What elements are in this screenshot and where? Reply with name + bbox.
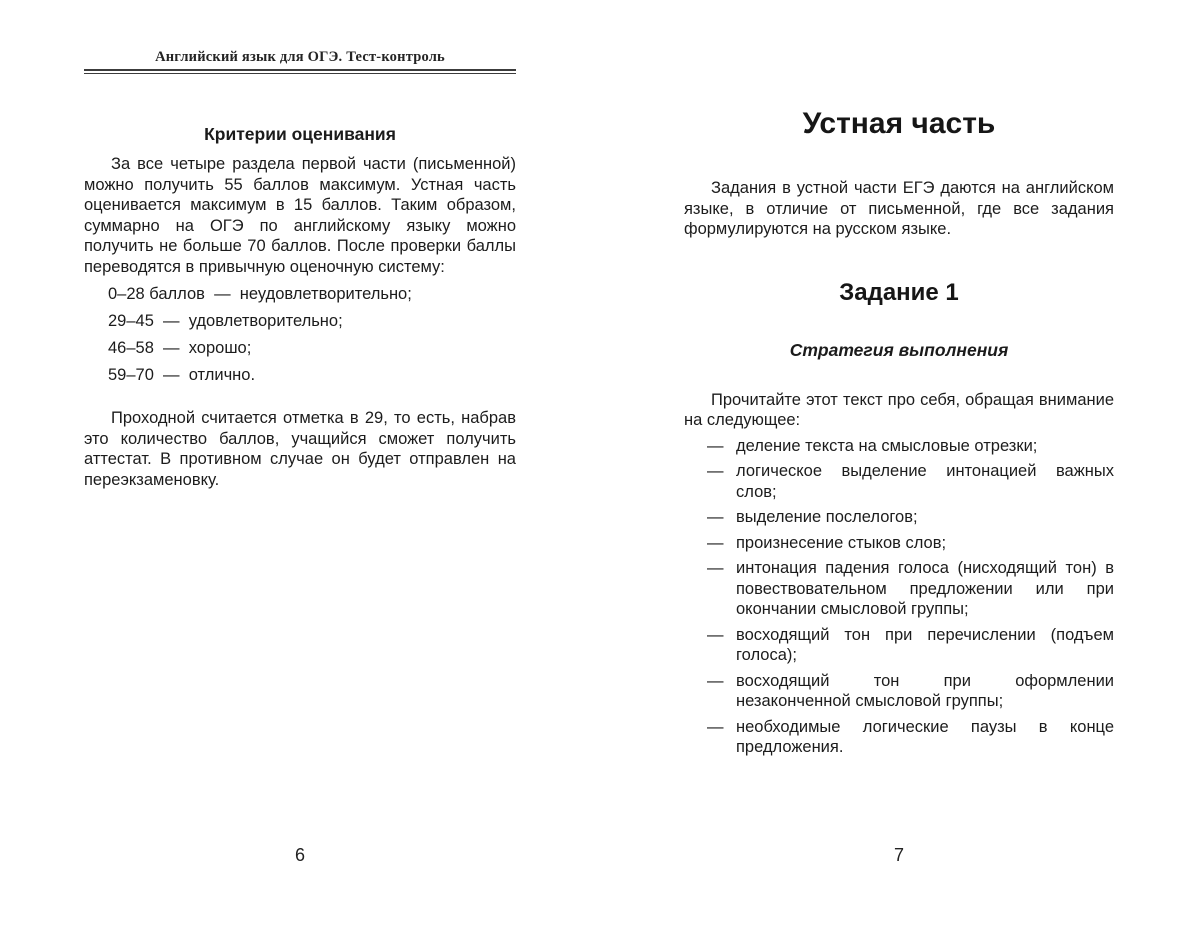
task-heading: Задание 1 — [839, 278, 959, 306]
list-item — [684, 507, 1114, 528]
list-item-text: деление текста на смысловые отрезки; — [736, 436, 1038, 455]
dash-bullet: — — [707, 625, 724, 644]
grade-item: 0–28 баллов — неудовлетворительно; — [108, 285, 412, 303]
list-item — [684, 436, 1114, 457]
dash-bullet: — — [707, 671, 724, 690]
page-number-right: 7 — [893, 845, 904, 865]
grade-item: 59–70 — отлично. — [108, 366, 256, 384]
page-number-left: 6 — [294, 845, 305, 865]
list-item — [684, 558, 1114, 620]
dash-bullet: — — [707, 462, 724, 480]
list-item — [684, 533, 1114, 554]
criteria-paragraph: За все четыре раздела первой части (письменной) можно получить 55 баллов максимум. Устная часть оценивается максимум в 15 баллов. Таким образом, суммарно на ОГЭ по английскому языку можно получить не больше 70 баллов. После проверки баллы переводятся в привычную оценочную систему: — [84, 155, 516, 276]
list-item-text: восходящий тон при перечислении (подъем голоса); — [736, 625, 1114, 664]
section-heading: Критерии оценивания — [204, 124, 396, 144]
strategy-heading: Стратегия выполнения — [789, 339, 1009, 360]
header-rule — [84, 69, 516, 74]
list-item — [684, 671, 1114, 712]
list-item-text: восходящий тон при оформлении незаконченной смысловой группы; — [736, 671, 1114, 710]
running-head: Английский язык для ОГЭ. Тест-контроль — [155, 49, 445, 65]
grade-item: 29–45 — удовлетворительно; — [108, 312, 343, 330]
page-left — [84, 0, 516, 937]
list-item-text: логическое выделение интонацией важных слов; — [736, 462, 1114, 501]
list-item — [684, 717, 1114, 758]
dash-bullet: — — [707, 533, 724, 552]
running-head-block — [84, 49, 516, 74]
passing-score-paragraph: Проходной считается отметка в 29, то есть, набрав это количество баллов, учащийся сможет получить аттестат. В противном случае он будет отправлен на переэкзаменовку. — [84, 409, 516, 489]
list-item-text: выделение послелогов; — [736, 508, 918, 526]
grade-scale-list — [108, 284, 516, 386]
dash-bullet: — — [707, 436, 724, 455]
list-item-text: необходимые логические паузы в конце предложения. — [736, 717, 1114, 756]
list-item — [684, 461, 1114, 502]
dash-bullet: — — [707, 508, 724, 526]
list-item-text: интонация падения голоса (нисходящий тон) в повествовательном предложении или при окончании смысловой группы; — [736, 559, 1114, 618]
grade-item: 46–58 — хорошо; — [108, 339, 252, 357]
list-item-text: произнесение стыков слов; — [736, 533, 947, 552]
list-intro-paragraph: Прочитайте этот текст про себя, обращая внимание на следующее: — [684, 390, 1114, 429]
strategy-list — [684, 436, 1114, 758]
list-item — [684, 625, 1114, 666]
dash-bullet: — — [707, 717, 724, 736]
page-right — [684, 0, 1114, 937]
chapter-title: Устная часть — [802, 107, 996, 140]
dash-bullet: — — [707, 559, 724, 577]
intro-paragraph: Задания в устной части ЕГЭ даются на английском языке, в отличие от письменной, где все задания формулируются на русском языке. — [684, 179, 1114, 238]
